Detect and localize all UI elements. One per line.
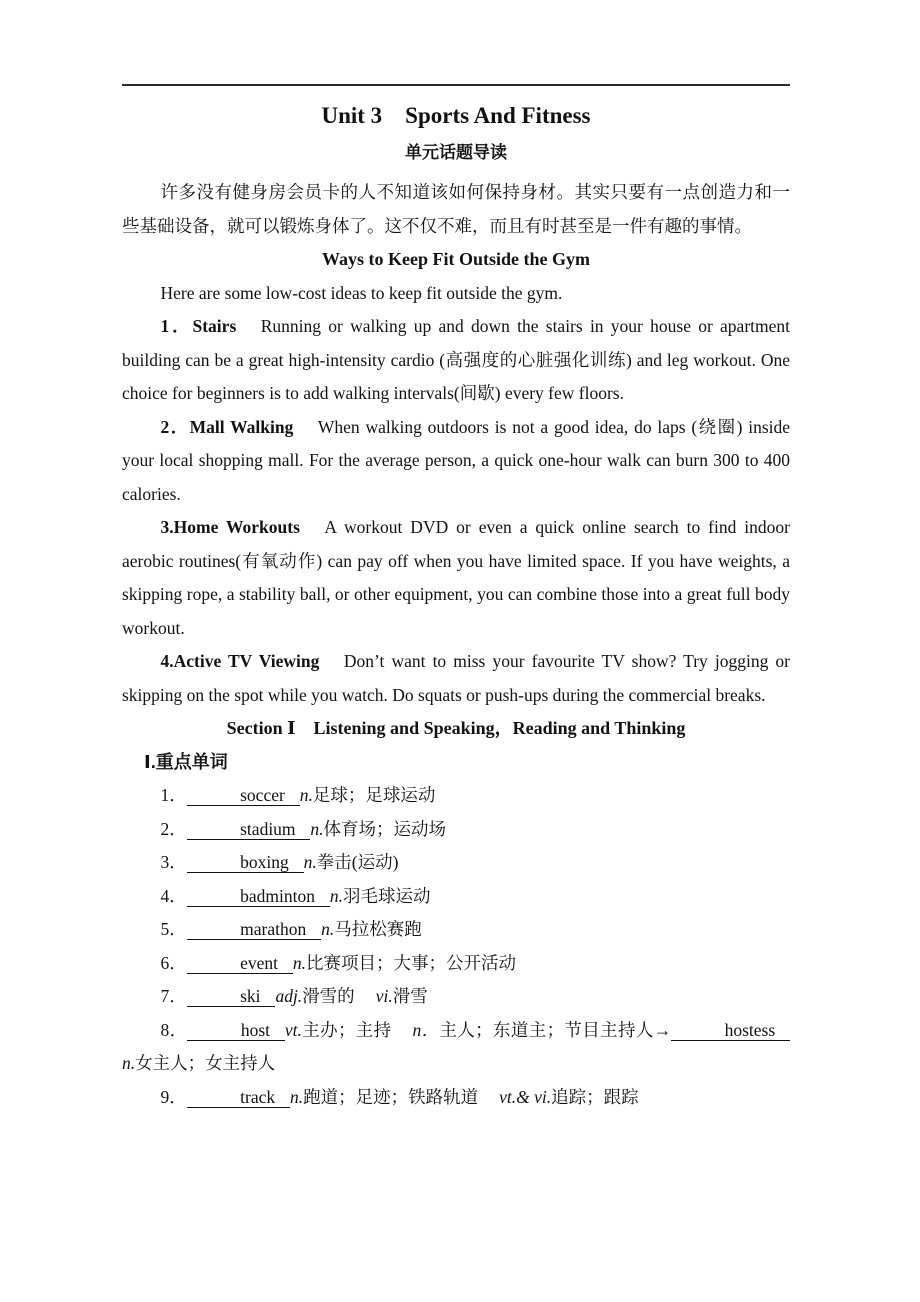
vocab-meaning: 足球；足球运动 bbox=[312, 785, 436, 805]
vocab-pos: vt.& vi. bbox=[499, 1086, 552, 1107]
vocab-pos: n. bbox=[122, 1053, 136, 1073]
vocab-blank-answer: hostess bbox=[671, 1020, 790, 1041]
vocab-meaning: 主人；东道主；节目主持人 bbox=[439, 1019, 654, 1040]
vocab-meaning: 主办；主持 bbox=[301, 1019, 392, 1040]
vocab-item-5 bbox=[122, 913, 790, 947]
vocab-blank-answer: soccer bbox=[187, 785, 300, 806]
vocab-blank-answer: event bbox=[187, 953, 293, 974]
vocab-number: 9． bbox=[160, 1086, 187, 1107]
vocab-pos: n. bbox=[310, 818, 324, 839]
vocab-meaning: 体育场；运动场 bbox=[323, 818, 447, 839]
vocab-number: 8． bbox=[160, 1019, 188, 1040]
vocab-pos: n. bbox=[329, 885, 343, 906]
intro-paragraph: 许多没有健身房会员卡的人不知道该如何保持身材。其实只要有一点创造力和一些基础设备，就可以锻炼身体了。这不仅不难，而且有时甚至是一件有趣的事情。 bbox=[122, 182, 790, 236]
vocab-pos: vt. bbox=[284, 1019, 302, 1040]
vocab-number: 5． bbox=[160, 919, 187, 939]
arrow-right-glyph: → bbox=[653, 1019, 672, 1040]
vocab-number: 1． bbox=[160, 785, 187, 805]
vocab-item-7 bbox=[122, 980, 790, 1014]
top-rule bbox=[122, 84, 790, 86]
item-text: Don’t want to miss your favourite TV show? Try jogging or skipping on the spot while you watch. Do squats or push-ups during the commercial breaks. bbox=[122, 651, 790, 705]
passage-item-3 bbox=[122, 511, 790, 645]
vocab-item-8 bbox=[122, 1014, 790, 1081]
vocab-meaning: 追踪；跟踪 bbox=[551, 1086, 639, 1107]
passage-item-4 bbox=[122, 645, 790, 712]
vocab-pos: n. bbox=[289, 1086, 304, 1107]
vocab-blank-answer: badminton bbox=[187, 886, 330, 907]
vocab-number: 7． bbox=[160, 986, 187, 1006]
vocab-blank-answer: ski bbox=[187, 986, 276, 1007]
passage-heading: Ways to Keep Fit Outside the Gym bbox=[322, 249, 590, 269]
item-title: Mall Walking bbox=[189, 416, 294, 437]
vocab-pos: n. bbox=[292, 952, 307, 973]
vocab-item-6 bbox=[122, 947, 790, 981]
vocab-item-3 bbox=[122, 846, 790, 880]
vocab-meaning: 滑雪的 bbox=[302, 986, 355, 1006]
vocab-meaning: 滑雪 bbox=[392, 986, 428, 1006]
item-number: 4. bbox=[160, 651, 174, 671]
vocab-number: 3． bbox=[160, 852, 187, 872]
vocab-meaning: 马拉松赛跑 bbox=[334, 919, 422, 939]
item-title: Active TV Viewing bbox=[173, 651, 320, 671]
vocab-number: 6． bbox=[160, 952, 187, 973]
passage-lead: Here are some low-cost ideas to keep fit outside the gym. bbox=[160, 282, 563, 303]
vocab-meaning: 女主人；女主持人 bbox=[135, 1053, 276, 1073]
vocab-number: 2． bbox=[160, 818, 187, 839]
passage-item-1 bbox=[122, 310, 790, 411]
section-heading: Section Ⅰ Listening and Speaking，Reading and Thinking bbox=[226, 718, 686, 738]
vocab-meaning: 拳击(运动) bbox=[316, 852, 399, 872]
vocab-pos: n． bbox=[412, 1019, 440, 1040]
vocab-item-2 bbox=[122, 813, 790, 847]
item-number: 3. bbox=[160, 517, 174, 537]
item-text: Running or walking up and down the stairs in your house or apartment building can be a great high-intensity cardio (高强度的心脏强化训练) and leg workout. One choice for beginners is to add walking intervals(间歇) every few floors. bbox=[122, 316, 790, 403]
vocab-item-4 bbox=[122, 880, 790, 914]
vocab-blank-answer: track bbox=[187, 1087, 290, 1108]
vocab-item-1 bbox=[122, 779, 790, 813]
vocab-blank-answer: host bbox=[187, 1020, 284, 1041]
vocab-number: 4． bbox=[160, 885, 187, 906]
vocab-pos: n. bbox=[299, 785, 313, 805]
item-number: 1． bbox=[160, 316, 193, 336]
vocab-pos: n. bbox=[321, 919, 335, 939]
item-title: Stairs bbox=[192, 316, 237, 336]
unit-subtitle: 单元话题导读 bbox=[405, 143, 507, 162]
vocab-pos: vi. bbox=[375, 986, 393, 1006]
vocab-meaning: 比赛项目；大事；公开活动 bbox=[306, 952, 517, 973]
vocab-meaning: 跑道；足迹；铁路轨道 bbox=[303, 1086, 479, 1107]
key-words-subheading: Ⅰ.重点单词 bbox=[144, 751, 228, 772]
vocab-pos: adj. bbox=[275, 986, 303, 1006]
vocab-pos: n. bbox=[303, 852, 317, 872]
vocab-blank-answer: stadium bbox=[187, 819, 311, 840]
item-title: Home Workouts bbox=[173, 517, 300, 537]
vocab-meaning: 羽毛球运动 bbox=[342, 885, 431, 906]
item-text: When walking outdoors is not a good idea, do laps (绕圈) inside your local shopping mall. For the average person, a quick one-hour walk can burn 300 to 400 calories. bbox=[122, 416, 791, 504]
vocab-blank-answer: marathon bbox=[187, 919, 321, 940]
unit-title: Unit 3 Sports And Fitness bbox=[321, 103, 591, 128]
vocab-item-9 bbox=[122, 1081, 790, 1115]
passage-item-2 bbox=[122, 411, 790, 512]
vocab-blank-answer: boxing bbox=[187, 852, 304, 873]
item-text: A workout DVD or even a quick online search to find indoor aerobic routines(有氧动作) can pay off when you have limited space. If you have weights, a skipping rope, a stability ball, or other equipment, you can combine those into a great full body workout. bbox=[122, 517, 790, 638]
item-number: 2． bbox=[160, 416, 190, 437]
